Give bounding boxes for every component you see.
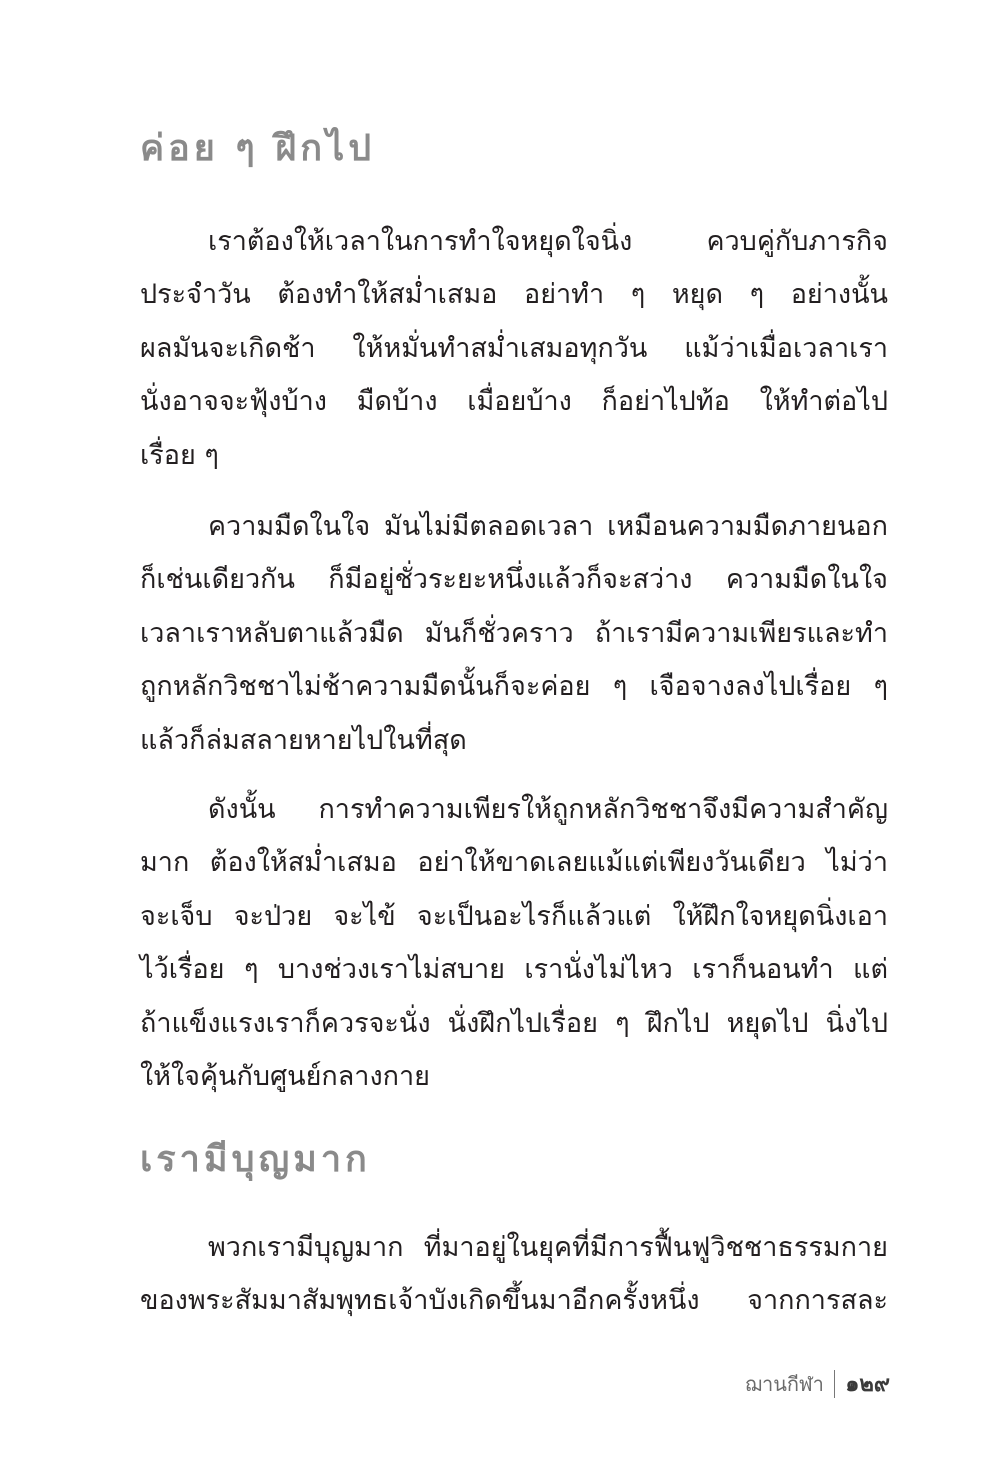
page-number: ๑๒๙ (845, 1372, 890, 1397)
page-footer (745, 1366, 890, 1401)
paragraph-1 (140, 215, 888, 482)
text-line: ถูกหลักวิชชาไม่ช้าความมืดนั้นก็จะค่อย ๆ เจือจางลงไปเรื่อย ๆ (140, 671, 888, 703)
text-line: เรื่อย ๆ (140, 439, 219, 471)
section-heading-practice: ค่อย ๆ ฝึกไป (140, 128, 376, 169)
text-line: เราต้องให้เวลาในการทำใจหยุดใจนิ่ง ควบคู่กับภารกิจ (208, 226, 888, 257)
text-line: จะเจ็บ จะป่วย จะไข้ จะเป็นอะไรก็แล้วแต่ ให้ฝึกใจหยุดนิ่งเอา (140, 900, 888, 932)
running-book-title: ฌานกีฬา (744, 1371, 824, 1396)
text-line: ดังนั้น การทำความเพียรให้ถูกหลักวิชชาจึงมีความสำคัญ (208, 794, 888, 825)
text-line: ความมืดในใจ มันไม่มีตลอดเวลา เหมือนความมืดภายนอก (208, 511, 888, 542)
text-line: ถ้าแข็งแรงเราก็ควรจะนั่ง นั่งฝึกไปเรื่อย ๆ ฝึกไป หยุดไป นิ่งไป (140, 1007, 888, 1039)
paragraph-2 (140, 500, 888, 767)
text-line: ก็เช่นเดียวกัน ก็มีอยู่ชั่วระยะหนึ่งแล้วก็จะสว่าง ความมืดในใจ (140, 564, 888, 596)
paragraph-4 (140, 1221, 888, 1328)
text-line: ประจำวัน ต้องทำให้สม่ำเสมอ อย่าทำ ๆ หยุด ๆ อย่างนั้น (140, 279, 888, 311)
text-line: ผลมันจะเกิดช้า ให้หมั่นทำสม่ำเสมอทุกวัน แม้ว่าเมื่อเวลาเรา (140, 332, 888, 364)
footer-divider (834, 1370, 836, 1398)
text-line: มาก ต้องให้สม่ำเสมอ อย่าให้ขาดเลยแม้แต่เพียงวันเดียว ไม่ว่า (140, 847, 888, 879)
text-line: ของพระสัมมาสัมพุทธเจ้าบังเกิดขึ้นมาอีกครั้งหนึ่ง จากการสละ (140, 1285, 888, 1317)
text-line: พวกเรามีบุญมาก ที่มาอยู่ในยุคที่มีการฟื้นฟูวิชชาธรรมกาย (208, 1232, 888, 1263)
text-line: นั่งอาจจะฟุ้งบ้าง มืดบ้าง เมื่อยบ้าง ก็อย่าไปท้อ ให้ทำต่อไป (140, 386, 888, 418)
text-line: ให้ใจคุ้นกับศูนย์กลางกาย (140, 1060, 430, 1092)
section-heading-merit: เรามีบุญมาก (140, 1139, 371, 1180)
text-line: ไว้เรื่อย ๆ บางช่วงเราไม่สบาย เรานั่งไม่ไหว เราก็นอนทำ แต่ (140, 954, 888, 986)
text-line: แล้วก็ล่มสลายหายไปในที่สุด (140, 724, 467, 756)
text-line: เวลาเราหลับตาแล้วมืด มันก็ชั่วคราว ถ้าเรามีความเพียรและทำ (140, 617, 888, 649)
paragraph-3 (140, 783, 888, 1103)
